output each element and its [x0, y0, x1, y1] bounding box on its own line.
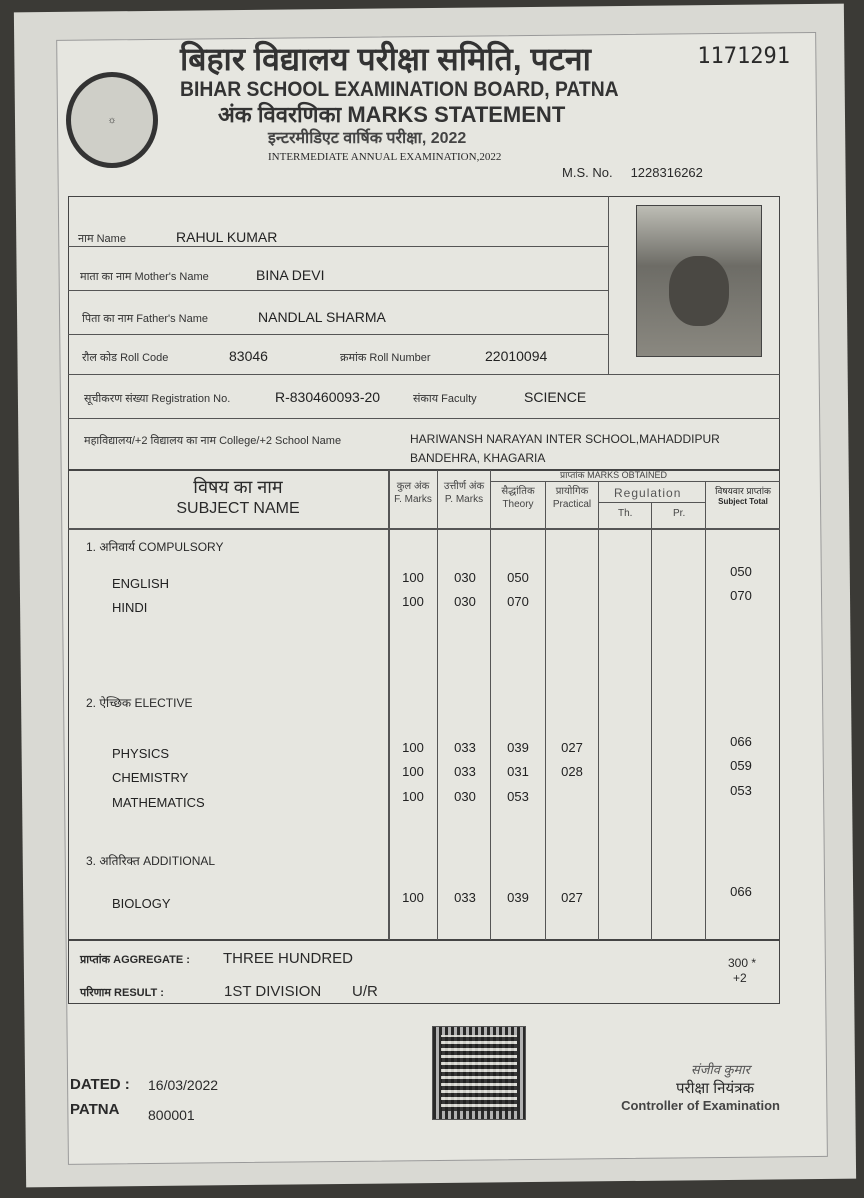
- cell-total: 066: [730, 884, 752, 899]
- subject-header: SUBJECT NAME: [176, 499, 300, 517]
- cell-f: 100: [402, 740, 424, 755]
- cell-f: 100: [402, 570, 424, 585]
- marks-obtained-header: प्राप्तांक MARKS OBTAINED: [560, 470, 667, 480]
- cell-p: 033: [454, 740, 476, 755]
- group-compulsory: 1. अनिवार्य COMPULSORY: [86, 540, 224, 554]
- cell-theory: 039: [507, 740, 529, 755]
- subject-name: HINDI: [112, 600, 148, 615]
- f-marks-header: F. Marks: [394, 493, 432, 505]
- controller-block: [600, 1062, 780, 1115]
- college-name-line2: BANDEHRA, KHAGARIA: [410, 451, 546, 465]
- mother-label: माता का नाम Mother's Name: [80, 271, 209, 283]
- result-row: [80, 983, 378, 1000]
- board-title-hindi: बिहार विद्यालय परीक्षा समिति, पटना: [180, 41, 591, 77]
- college-name-line1: HARIWANSH NARAYAN INTER SCHOOL,MAHADDIPUR: [410, 432, 720, 446]
- regulation-th-header: Th.: [618, 508, 633, 519]
- qr-code: [432, 1026, 526, 1120]
- aggregate-row: [80, 950, 353, 967]
- p-marks-header: P. Marks: [444, 493, 484, 505]
- serial-number: 1171291: [697, 44, 790, 69]
- cell-f: 100: [402, 890, 424, 905]
- group-additional: 3. अतिरिक्त ADDITIONAL: [86, 854, 216, 868]
- theory-header: Theory: [502, 498, 534, 510]
- group-elective: 2. ऐच्छिक ELECTIVE: [86, 696, 193, 710]
- cell-practical: 027: [561, 890, 583, 905]
- theory-header-cell: [492, 486, 544, 511]
- father-label: पिता का नाम Father's Name: [82, 313, 209, 325]
- aggregate-words: THREE HUNDRED: [223, 950, 354, 967]
- result-label: परिणाम RESULT :: [80, 987, 164, 999]
- practical-header-hindi: प्रायोगिक: [555, 486, 589, 497]
- statement-title-hindi: अंक विवरणिका: [218, 102, 342, 128]
- cell-theory: 031: [507, 764, 529, 779]
- subject-total-header: Subject Total: [718, 497, 768, 507]
- statement-title-en: MARKS STATEMENT: [347, 102, 566, 128]
- statement-title: [218, 102, 790, 128]
- f-marks-header-cell: [390, 481, 436, 506]
- college-row: [84, 430, 720, 468]
- roll-row: [82, 348, 547, 365]
- mother-row: [80, 267, 324, 284]
- subject-header-cell: [100, 476, 376, 519]
- college-label: महाविद्यालय/+2 विद्यालय का नाम College/+2 School Name: [84, 435, 342, 447]
- aggregate-total: 300 *: [728, 956, 757, 970]
- roll-code: 83046: [229, 348, 268, 364]
- registration-label: सूचीकरण संख्या Registration No.: [84, 393, 231, 405]
- pin-code: 800001: [148, 1107, 195, 1123]
- subject-total-header-hindi: विषयवार प्राप्तांक: [715, 486, 771, 496]
- registration-number: R-830460093-20: [275, 389, 381, 405]
- cell-f: 100: [402, 764, 424, 779]
- name-row: [78, 229, 277, 246]
- result-value: 1ST DIVISION: [224, 983, 322, 1000]
- regulation-pr-header: Pr.: [673, 508, 686, 519]
- exam-title-hindi: इन्टरमीडिएट वार्षिक परीक्षा, 2022: [268, 129, 467, 147]
- subject-name: CHEMISTRY: [112, 770, 189, 785]
- name-label: नाम Name: [78, 233, 126, 245]
- father-name: NANDLAL SHARMA: [258, 309, 386, 325]
- cell-p: 030: [454, 594, 476, 609]
- cell-total: 066: [730, 734, 752, 749]
- cell-practical: 028: [561, 764, 583, 779]
- cell-p: 030: [454, 789, 476, 804]
- cell-theory: 070: [507, 594, 529, 609]
- mother-name: BINA DEVI: [256, 267, 325, 283]
- roll-code-label: रौल कोड Roll Code: [82, 352, 169, 364]
- f-marks-header-hindi: कुल अंक: [396, 481, 430, 492]
- student-photo: [636, 205, 762, 357]
- faculty-label: संकाय Faculty: [413, 393, 477, 405]
- subject-name: PHYSICS: [112, 746, 170, 761]
- practical-header: Practical: [552, 498, 592, 510]
- father-row: [82, 309, 386, 326]
- controller-title-hindi: परीक्षा नियंत्रक: [675, 1079, 754, 1097]
- subject-total-header-cell: [707, 486, 779, 507]
- subject-name: MATHEMATICS: [112, 795, 205, 810]
- cell-f: 100: [402, 594, 424, 609]
- cell-theory: 050: [507, 570, 529, 585]
- ms-no-label: M.S. No.: [562, 164, 613, 180]
- ms-no-row: [562, 165, 790, 181]
- registration-row: [84, 389, 586, 406]
- exam-title: INTERMEDIATE ANNUAL EXAMINATION,2022: [268, 150, 502, 163]
- p-marks-header-cell: [439, 481, 489, 506]
- aggregate-label: प्राप्तांक AGGREGATE :: [80, 954, 190, 966]
- p-marks-header-hindi: उत्तीर्ण अंक: [443, 481, 485, 492]
- cell-p: 033: [454, 890, 476, 905]
- ms-no: 1228316262: [630, 164, 703, 180]
- cell-p: 033: [454, 764, 476, 779]
- place: PATNA: [70, 1101, 120, 1118]
- header: [180, 42, 790, 181]
- student-name: RAHUL KUMAR: [176, 229, 278, 245]
- college-name: [410, 430, 720, 468]
- result-category: U/R: [352, 983, 378, 1000]
- grace-marks: +2: [733, 971, 747, 985]
- roll-number: 22010094: [485, 348, 548, 364]
- subject-header-hindi: विषय का नाम: [193, 477, 283, 497]
- cell-total: 050: [730, 564, 752, 579]
- board-title: BIHAR SCHOOL EXAMINATION BOARD, PATNA: [180, 78, 619, 102]
- theory-header-hindi: सैद्धांतिक: [501, 486, 535, 497]
- issue-date: 16/03/2022: [148, 1077, 219, 1093]
- subject-name: ENGLISH: [112, 576, 170, 591]
- cell-p: 030: [454, 570, 476, 585]
- header-title-row: [180, 42, 790, 77]
- cell-total: 059: [730, 758, 752, 773]
- practical-header-cell: [547, 486, 597, 511]
- roll-number-label: क्रमांक Roll Number: [340, 352, 431, 364]
- regulation-header: Regulation: [614, 486, 682, 500]
- controller-title: Controller of Examination: [621, 1098, 780, 1114]
- faculty: SCIENCE: [524, 389, 587, 405]
- cell-total: 070: [730, 588, 752, 603]
- cell-theory: 039: [507, 890, 529, 905]
- signature: संजीव कुमार: [690, 1062, 750, 1077]
- cell-theory: 053: [507, 789, 529, 804]
- dated-label: DATED :: [70, 1076, 130, 1093]
- cell-f: 100: [402, 789, 424, 804]
- board-seal-logo: ☼: [66, 72, 158, 168]
- cell-total: 053: [730, 783, 752, 798]
- subject-name: BIOLOGY: [112, 896, 171, 911]
- cell-practical: 027: [561, 740, 583, 755]
